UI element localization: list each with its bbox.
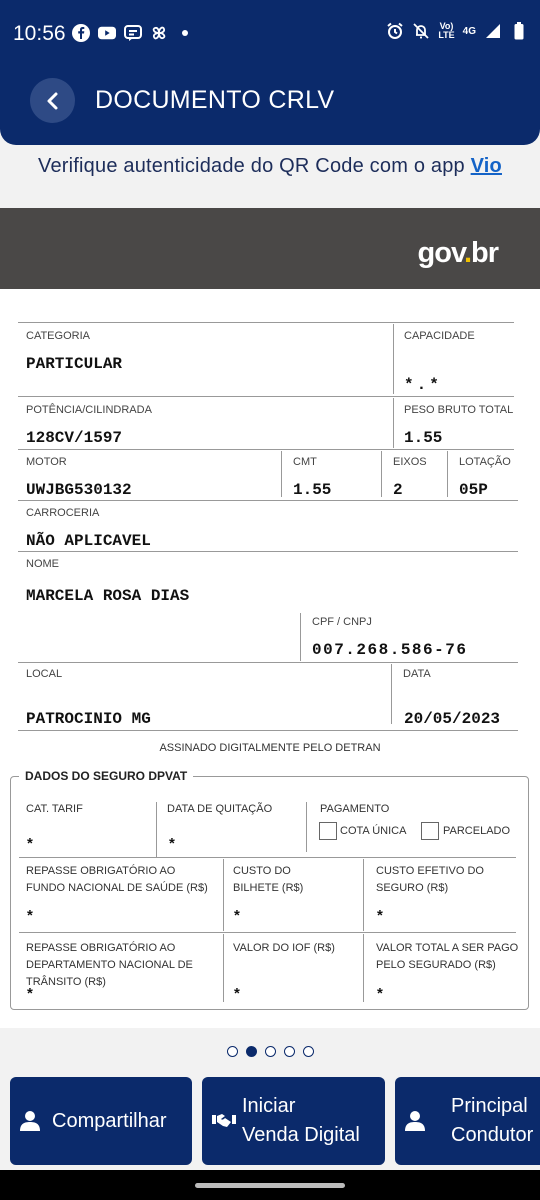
custo-efetivo-value: *: [377, 907, 383, 924]
status-time: 10:56: [13, 22, 66, 45]
chevron-left-icon: [45, 91, 61, 111]
iof-label: VALOR DO IOF (R$): [233, 942, 335, 954]
govbr-logo: gov.br: [417, 237, 498, 269]
dpvat-section: [10, 769, 529, 1010]
motor-value: UWJBG530132: [26, 481, 132, 499]
data-label: DATA: [403, 668, 431, 680]
divider: [281, 451, 282, 497]
divider: [306, 802, 307, 852]
divider: [447, 451, 448, 497]
cmt-label: CMT: [293, 456, 317, 468]
parcelado-checkbox[interactable]: [421, 822, 439, 840]
eixos-label: EIXOS: [393, 456, 427, 468]
cpf-value: 007.268.586-76: [312, 641, 468, 659]
cota-unica-label: COTA ÚNICA: [340, 825, 407, 837]
dpvat-title: DADOS DO SEGURO DPVAT: [19, 769, 193, 783]
pagamento-label: PAGAMENTO: [320, 803, 390, 815]
page-indicator: [0, 1046, 540, 1057]
valor-total-label: VALOR TOTAL A SER PAGO PELO SEGURADO (R$): [376, 942, 519, 971]
page-dot-4[interactable]: [284, 1046, 295, 1057]
data-quitacao-label: DATA DE QUITAÇÃO: [167, 803, 273, 815]
local-label: LOCAL: [26, 668, 63, 680]
divider: [19, 932, 516, 933]
divider: [18, 730, 518, 731]
digital-sale-label: Iniciar Venda Digital: [242, 1095, 360, 1146]
cat-tarif-value: *: [27, 835, 33, 852]
person-icon: [20, 1110, 40, 1132]
more-notifications-dot: [182, 30, 188, 36]
divider: [18, 396, 514, 397]
cota-unica-checkbox[interactable]: [319, 822, 337, 840]
local-value: PATROCINIO MG: [26, 710, 151, 728]
divider: [363, 859, 364, 931]
lotacao-label: LOTAÇÃO: [459, 456, 511, 468]
capacidade-label: CAPACIDADE: [404, 330, 475, 342]
share-button[interactable]: [10, 1077, 192, 1165]
cat-tarif-label: CAT. TARIF: [26, 803, 83, 815]
signed-note: ASSINADO DIGITALMENTE PELO DETRAN: [159, 742, 381, 754]
custo-efetivo-label: CUSTO EFETIVO DO SEGURO (R$): [376, 865, 484, 894]
system-nav-bar: [0, 1170, 540, 1200]
person-icon: [405, 1110, 425, 1132]
peso-label: PESO BRUTO TOTAL: [404, 404, 514, 416]
divider: [156, 802, 157, 857]
nome-value: MARCELA ROSA DIAS: [26, 587, 190, 605]
valor-total-value: *: [377, 985, 383, 1002]
potencia-label: POTÊNCIA/CILINDRADA: [26, 404, 152, 416]
app-header: [0, 0, 540, 145]
youtube-icon: [98, 24, 116, 42]
signal-icon: [484, 22, 502, 40]
nome-label: NOME: [26, 558, 59, 570]
parcelado-label: PARCELADO: [443, 825, 511, 837]
cpf-label: CPF / CNPJ: [312, 616, 372, 628]
network-type: 4G: [462, 25, 476, 37]
verify-text: Verifique autenticidade do QR Code com o app: [38, 155, 471, 177]
repasse-saude-label: REPASSE OBRIGATÓRIO AO FUNDO NACIONAL DE SAÚDE (R$): [26, 865, 208, 894]
vio-app-link[interactable]: Vio: [470, 155, 502, 177]
action-carousel: [0, 1077, 540, 1167]
main-driver-label: Principal Condutor: [451, 1095, 534, 1146]
lotacao-value: 05P: [459, 481, 488, 499]
divider: [391, 664, 392, 724]
carroceria-value: NÃO APLICAVEL: [26, 532, 151, 550]
potencia-value: 128CV/1597: [26, 429, 123, 447]
facebook-icon: [72, 24, 90, 42]
repasse-saude-value: *: [27, 907, 33, 924]
divider: [19, 857, 516, 858]
divider: [363, 934, 364, 1002]
carroceria-label: CARROCERIA: [26, 507, 100, 519]
page-dot-5[interactable]: [303, 1046, 314, 1057]
volte-indicator: Vo) LTE: [438, 21, 455, 40]
gov-banner: [0, 208, 540, 289]
divider: [393, 324, 394, 394]
digital-sale-button[interactable]: [202, 1077, 385, 1165]
divider: [18, 322, 514, 323]
verify-message: [0, 155, 540, 178]
back-button[interactable]: [30, 78, 75, 123]
page-dot-2[interactable]: [246, 1046, 257, 1057]
page-title: DOCUMENTO CRLV: [95, 86, 335, 114]
divider: [393, 398, 394, 448]
categoria-value: PARTICULAR: [26, 355, 123, 373]
repasse-transito-value: *: [27, 985, 33, 1002]
pinwheel-icon: [150, 24, 168, 42]
iof-value: *: [234, 985, 240, 1002]
chat-icon: [124, 24, 142, 42]
mute-icon: [412, 22, 430, 40]
system-icons: [386, 22, 528, 40]
divider: [381, 451, 382, 497]
notification-icons: [72, 24, 188, 42]
divider: [18, 500, 518, 501]
status-bar: [0, 0, 540, 66]
divider: [223, 934, 224, 1002]
motor-label: MOTOR: [26, 456, 67, 468]
divider: [223, 859, 224, 931]
data-value: 20/05/2023: [404, 710, 501, 728]
divider: [18, 449, 514, 450]
divider: [18, 662, 518, 663]
divider: [18, 551, 518, 552]
battery-icon: [510, 22, 528, 40]
crlv-document: [0, 208, 540, 1028]
handshake-icon: [212, 1112, 236, 1130]
eixos-value: 2: [393, 481, 403, 499]
share-label: Compartilhar: [52, 1109, 167, 1132]
categoria-label: CATEGORIA: [26, 330, 90, 342]
custo-bilhete-value: *: [234, 907, 240, 924]
repasse-transito-label: REPASSE OBRIGATÓRIO AO DEPARTAMENTO NACIONAL DE TRÂNSITO (R$): [26, 942, 193, 988]
main-driver-button[interactable]: [395, 1077, 540, 1165]
page-dot-3[interactable]: [265, 1046, 276, 1057]
peso-value: 1.55: [404, 429, 443, 447]
page-dot-1[interactable]: [227, 1046, 238, 1057]
divider: [300, 613, 301, 661]
home-gesture-bar[interactable]: [195, 1183, 345, 1188]
alarm-icon: [386, 22, 404, 40]
data-quitacao-value: *: [169, 835, 175, 852]
capacidade-value: *.*: [404, 376, 442, 394]
cmt-value: 1.55: [293, 481, 332, 499]
custo-bilhete-label: CUSTO DO BILHETE (R$): [233, 865, 304, 894]
